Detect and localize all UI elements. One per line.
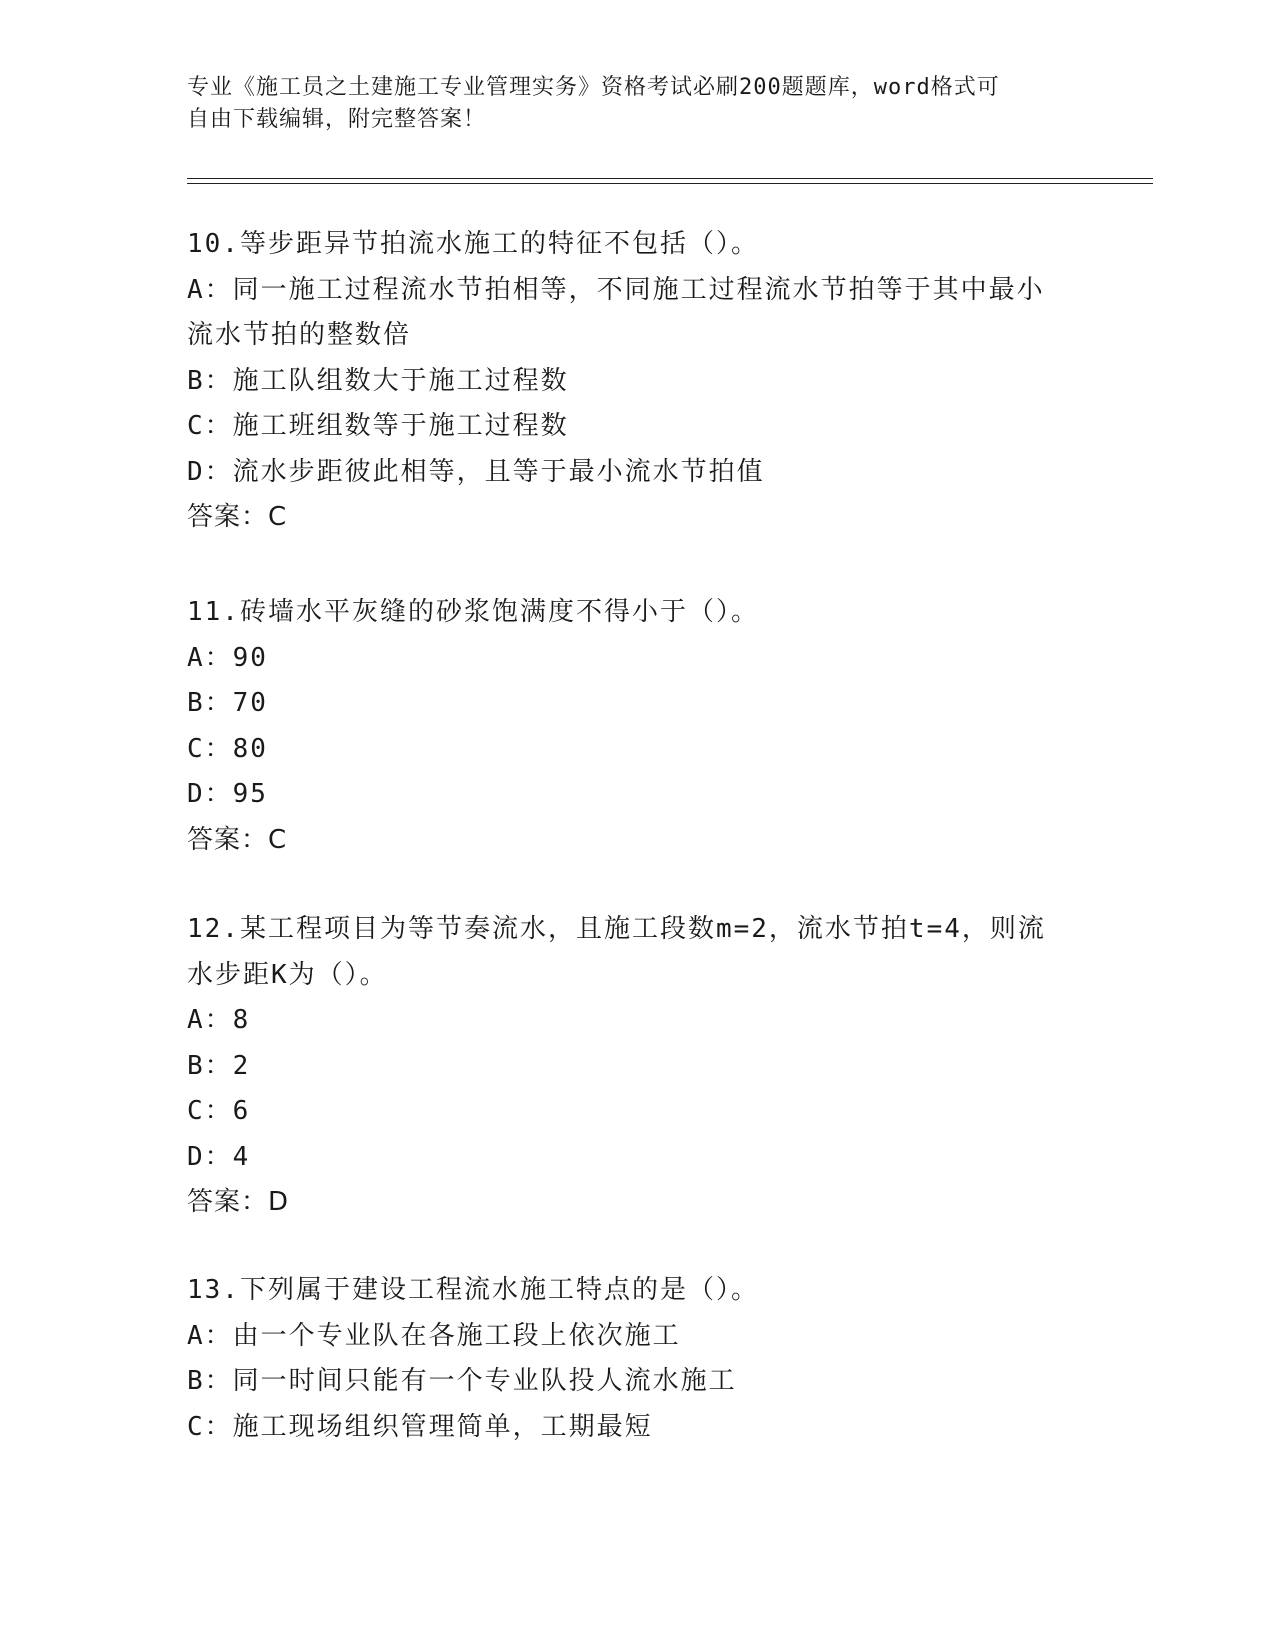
header-divider [187, 178, 1153, 184]
question-10 [187, 222, 1067, 541]
question-13 [187, 1268, 1067, 1450]
option-d: D：流水步距彼此相等，且等于最小流水节拍值 [187, 456, 765, 487]
question-stem: 12.某工程项目为等节奏流水，且施工段数m=2，流水节拍t=4，则流 [187, 914, 1046, 944]
answer: 答案：C [187, 502, 288, 532]
option-b: B：2 [187, 1050, 251, 1081]
option-b: B：施工队组数大于施工过程数 [187, 365, 569, 396]
option-d: D：4 [187, 1141, 251, 1172]
question-12 [187, 907, 1067, 1226]
option-d: D：95 [187, 779, 268, 809]
option-b: B：同一时间只能有一个专业队投人流水施工 [187, 1366, 737, 1396]
answer: 答案：C [187, 824, 288, 855]
option-c: C：施工现场组织管理简单，工期最短 [187, 1411, 653, 1442]
question-stem: 13.下列属于建设工程流水施工特点的是（）。 [187, 1275, 759, 1305]
option-a: A：由一个专业队在各施工段上依次施工 [187, 1320, 681, 1351]
option-a: A：90 [187, 642, 268, 673]
option-a-continued: 流水节拍的整数倍 [187, 320, 412, 350]
header-line-2: 自由下载编辑，附完整答案！ [187, 107, 487, 132]
document-header [187, 72, 1067, 136]
option-a: A：同一施工过程流水节拍相等，不同施工过程流水节拍等于其中最小 [187, 274, 1045, 305]
option-b: B：70 [187, 688, 268, 718]
option-c: C：80 [187, 733, 268, 764]
header-line-1: 专业《施工员之土建施工专业管理实务》资格考试必刷200题题库，word格式可 [187, 75, 1000, 100]
option-c: C：施工班组数等于施工过程数 [187, 411, 569, 441]
option-c: C：6 [187, 1096, 251, 1126]
option-a: A：8 [187, 1005, 251, 1035]
question-stem: 10.等步距异节拍流水施工的特征不包括（）。 [187, 229, 759, 259]
question-stem-continued: 水步距K为（）。 [187, 959, 388, 990]
question-stem: 11.砖墙水平灰缝的砂浆饱满度不得小于（）。 [187, 597, 759, 627]
question-11 [187, 590, 1067, 863]
answer: 答案：D [187, 1187, 290, 1217]
